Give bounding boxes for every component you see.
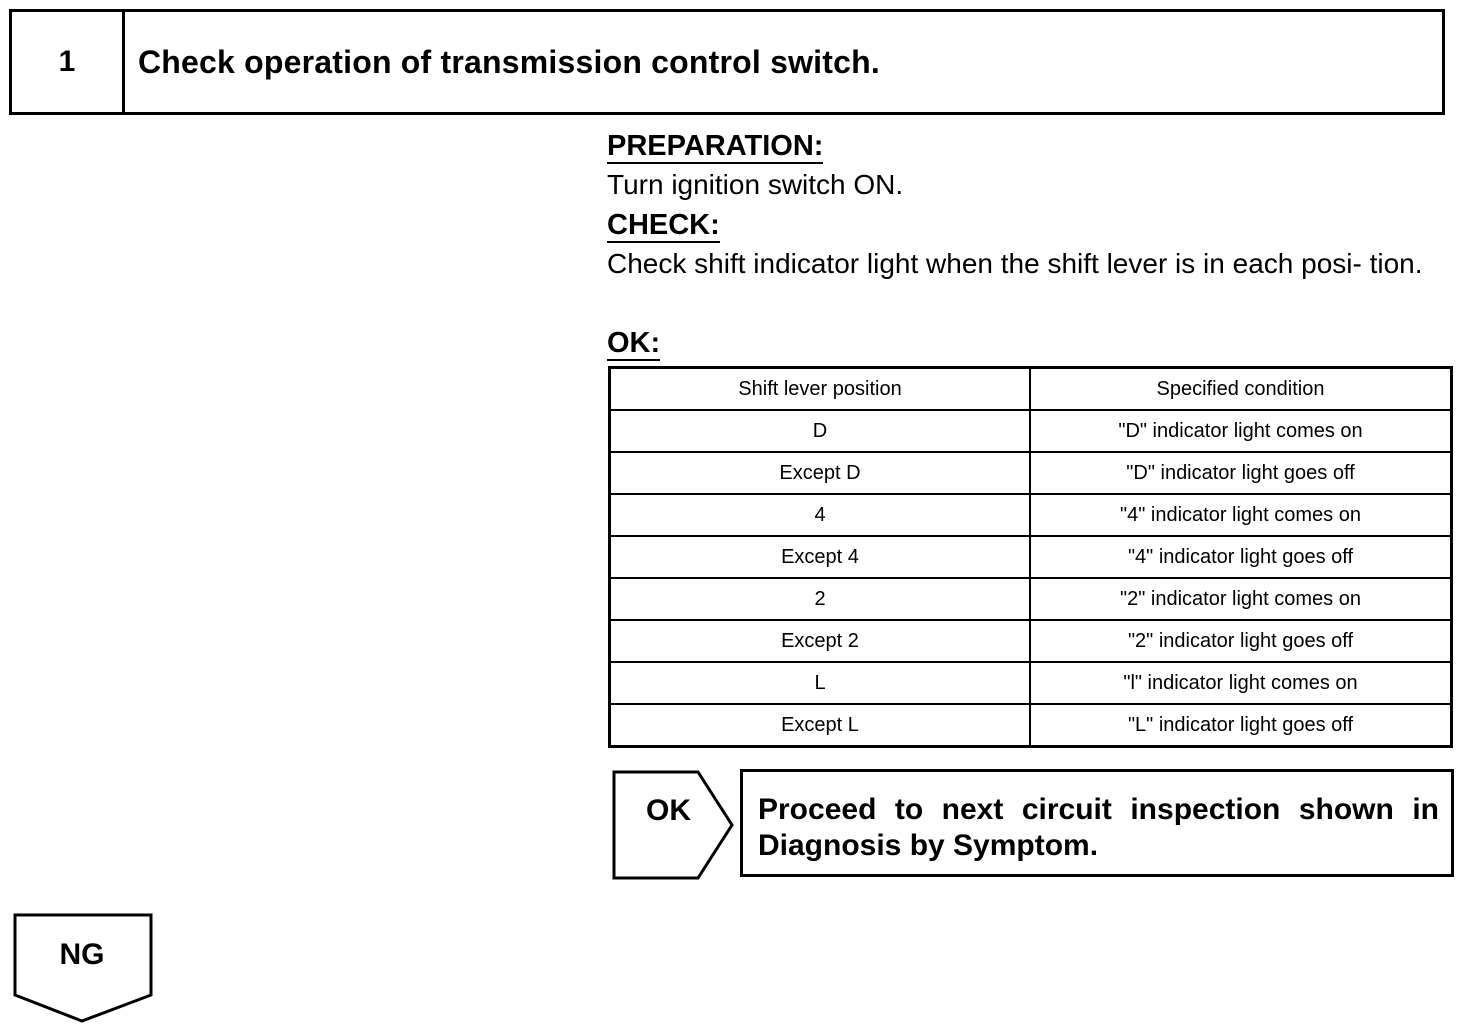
spec-table bbox=[608, 366, 1453, 748]
shift-position-cell: 2 bbox=[610, 578, 1031, 620]
table-row bbox=[610, 452, 1452, 494]
table-header-shift-position: Shift lever position bbox=[610, 368, 1031, 411]
condition-cell: "L" indicator light goes off bbox=[1030, 704, 1452, 747]
shift-position-cell: D bbox=[610, 410, 1031, 452]
step-title: Check operation of transmission control switch. bbox=[138, 44, 880, 80]
check-label: CHECK: bbox=[607, 209, 720, 241]
table-header-row bbox=[610, 368, 1452, 411]
ok-result-line2: Diagnosis by Symptom. bbox=[758, 829, 1099, 862]
table-row bbox=[610, 494, 1452, 536]
condition-cell: "4" indicator light comes on bbox=[1030, 494, 1452, 536]
table-row bbox=[610, 620, 1452, 662]
ok-criteria-section bbox=[607, 323, 1452, 362]
table-row bbox=[610, 578, 1452, 620]
shift-position-cell: L bbox=[610, 662, 1031, 704]
condition-cell: "D" indicator light goes off bbox=[1030, 452, 1452, 494]
ok-label: OK: bbox=[607, 327, 661, 359]
check-section bbox=[607, 205, 1452, 283]
condition-cell: "l" indicator light comes on bbox=[1030, 662, 1452, 704]
condition-cell: "2" indicator light goes off bbox=[1030, 620, 1452, 662]
table-row bbox=[610, 536, 1452, 578]
table-row bbox=[610, 410, 1452, 452]
ok-result-box bbox=[740, 769, 1454, 877]
step-header bbox=[9, 9, 1445, 115]
table-row bbox=[610, 662, 1452, 704]
condition-cell: "4" indicator light goes off bbox=[1030, 536, 1452, 578]
ng-tag-label: NG bbox=[59, 938, 105, 971]
shift-position-cell: 4 bbox=[610, 494, 1031, 536]
shift-position-cell: Except L bbox=[610, 704, 1031, 747]
preparation-section bbox=[607, 126, 1452, 204]
table-header-specified-condition: Specified condition bbox=[1030, 368, 1452, 411]
shift-position-cell: Except D bbox=[610, 452, 1031, 494]
shift-position-cell: Except 4 bbox=[610, 536, 1031, 578]
ok-result-line1: Proceed to next circuit inspection shown in bbox=[758, 793, 1439, 826]
preparation-label: PREPARATION: bbox=[607, 130, 824, 162]
ok-arrow-tag bbox=[612, 770, 737, 880]
check-text: Check shift indicator light when the shift lever is in each posi- tion. bbox=[607, 248, 1423, 279]
step-number: 1 bbox=[12, 12, 125, 112]
preparation-text: Turn ignition switch ON. bbox=[607, 169, 904, 200]
ng-arrow-tag bbox=[13, 913, 155, 1025]
condition-cell: "2" indicator light comes on bbox=[1030, 578, 1452, 620]
table-row bbox=[610, 704, 1452, 747]
shift-position-cell: Except 2 bbox=[610, 620, 1031, 662]
ok-tag-label: OK bbox=[646, 794, 691, 827]
condition-cell: "D" indicator light comes on bbox=[1030, 410, 1452, 452]
